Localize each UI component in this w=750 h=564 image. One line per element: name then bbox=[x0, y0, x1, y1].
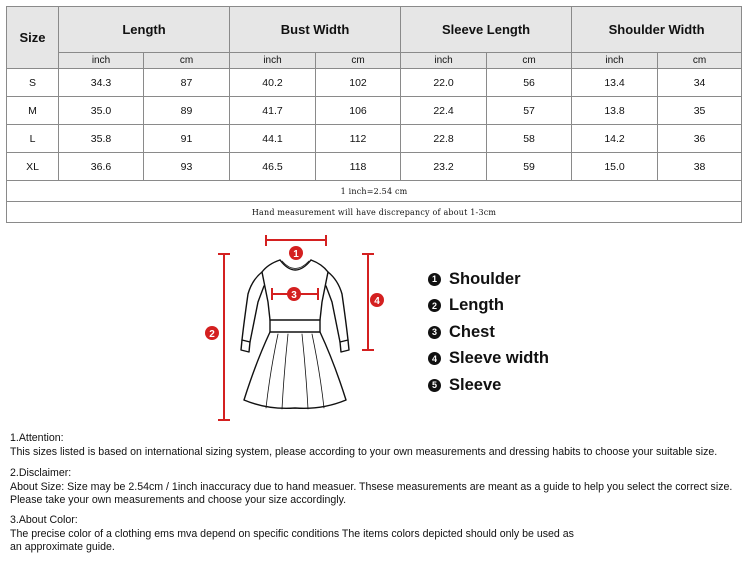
color-note bbox=[10, 514, 748, 555]
size-label: S bbox=[7, 69, 59, 97]
size-chart-table bbox=[6, 6, 742, 223]
legend-number-badge: 4 bbox=[428, 352, 441, 365]
table-row bbox=[7, 125, 742, 153]
table-cell: 34 bbox=[658, 69, 742, 97]
marker-3-label: 3 bbox=[291, 290, 297, 301]
table-cell: 15.0 bbox=[572, 153, 658, 181]
disclaimer-text-1: About Size: Size may be 2.54cm / 1inch inaccuracy due to hand measuer. Thsese measurements are meant as a guide to help you select the correct size. bbox=[10, 480, 733, 493]
disclaimer-text-2: Please take your own measurements and choose your size accordingly. bbox=[10, 494, 347, 507]
legend-label: Length bbox=[449, 296, 504, 315]
table-cell: 13.4 bbox=[572, 69, 658, 97]
attention-text: This sizes listed is based on international sizing system, please according to your own measurements and dressing habits to choose your suitable size. bbox=[10, 445, 718, 458]
unit-cell: inch bbox=[230, 53, 316, 69]
table-cell: 40.2 bbox=[230, 69, 316, 97]
marker-2-label: 2 bbox=[209, 329, 215, 340]
unit-cell: inch bbox=[572, 53, 658, 69]
notes-section bbox=[10, 432, 748, 563]
unit-cell: cm bbox=[144, 53, 230, 69]
color-title: 3.About Color: bbox=[10, 513, 78, 526]
legend-label: Shoulder bbox=[449, 269, 521, 288]
marker-4-label: 4 bbox=[374, 296, 380, 307]
marker-badges bbox=[205, 246, 384, 340]
header-bust-width: Bust Width bbox=[230, 7, 401, 53]
table-cell: 35 bbox=[658, 97, 742, 125]
table-cell: 22.4 bbox=[401, 97, 487, 125]
table-cell: 59 bbox=[487, 153, 572, 181]
table-cell: 56 bbox=[487, 69, 572, 97]
header-size: Size bbox=[7, 7, 59, 69]
marker-1-label: 1 bbox=[293, 249, 299, 260]
legend-item bbox=[428, 372, 549, 399]
header-sleeve-length: Sleeve Length bbox=[401, 7, 572, 53]
unit-cell: inch bbox=[401, 53, 487, 69]
table-cell: 118 bbox=[316, 153, 401, 181]
table-cell: 36.6 bbox=[59, 153, 144, 181]
table-cell: 57 bbox=[487, 97, 572, 125]
table-cell: 22.0 bbox=[401, 69, 487, 97]
table-cell: 13.8 bbox=[572, 97, 658, 125]
table-cell: 46.5 bbox=[230, 153, 316, 181]
table-row bbox=[7, 69, 742, 97]
table-cell: 106 bbox=[316, 97, 401, 125]
size-label: M bbox=[7, 97, 59, 125]
legend-item bbox=[428, 346, 549, 373]
dress-measurement-diagram bbox=[198, 232, 398, 428]
table-cell: 102 bbox=[316, 69, 401, 97]
table-cell: 89 bbox=[144, 97, 230, 125]
table-cell: 91 bbox=[144, 125, 230, 153]
header-length: Length bbox=[59, 7, 230, 53]
table-cell: 35.8 bbox=[59, 125, 144, 153]
legend-item bbox=[428, 319, 549, 346]
table-cell: 44.1 bbox=[230, 125, 316, 153]
table-cell: 22.8 bbox=[401, 125, 487, 153]
legend-label: Chest bbox=[449, 322, 495, 341]
legend-label: Sleeve bbox=[449, 375, 502, 394]
table-cell: 41.7 bbox=[230, 97, 316, 125]
unit-cell: cm bbox=[658, 53, 742, 69]
disclaimer-title: 2.Disclaimer: bbox=[10, 467, 72, 480]
color-text-2: an approximate guide. bbox=[10, 541, 115, 554]
discrepancy-note: Hand measurement will have discrepancy of about 1-3cm bbox=[7, 202, 742, 223]
unit-cell: cm bbox=[487, 53, 572, 69]
table-cell: 34.3 bbox=[59, 69, 144, 97]
table-cell: 112 bbox=[316, 125, 401, 153]
table-cell: 38 bbox=[658, 153, 742, 181]
conversion-note-row bbox=[7, 181, 742, 202]
legend-item bbox=[428, 293, 549, 320]
table-row bbox=[7, 153, 742, 181]
measurement-legend bbox=[428, 266, 549, 399]
table-row bbox=[7, 97, 742, 125]
table-cell: 58 bbox=[487, 125, 572, 153]
size-label: L bbox=[7, 125, 59, 153]
legend-number-badge: 3 bbox=[428, 326, 441, 339]
table-cell: 23.2 bbox=[401, 153, 487, 181]
legend-number-badge: 5 bbox=[428, 379, 441, 392]
size-label: XL bbox=[7, 153, 59, 181]
conversion-note: 1 inch=2.54 cm bbox=[7, 181, 742, 202]
header-shoulder-width: Shoulder Width bbox=[572, 7, 742, 53]
legend-item bbox=[428, 266, 549, 293]
legend-number-badge: 2 bbox=[428, 299, 441, 312]
measurement-markers bbox=[218, 235, 374, 420]
disclaimer-note bbox=[10, 467, 748, 508]
discrepancy-note-row bbox=[7, 202, 742, 223]
unit-row bbox=[7, 53, 742, 69]
legend-number-badge: 1 bbox=[428, 273, 441, 286]
dress-outline bbox=[241, 260, 349, 409]
attention-title: 1.Attention: bbox=[10, 432, 64, 444]
unit-cell: inch bbox=[59, 53, 144, 69]
color-text-1: The precise color of a clothing ems mva depend on specific conditions The items colors depicted should only be used as bbox=[10, 527, 574, 540]
table-cell: 36 bbox=[658, 125, 742, 153]
attention-note bbox=[10, 432, 748, 459]
unit-cell: cm bbox=[316, 53, 401, 69]
legend-label: Sleeve width bbox=[449, 349, 549, 368]
table-cell: 87 bbox=[144, 69, 230, 97]
table-cell: 93 bbox=[144, 153, 230, 181]
table-header-row bbox=[7, 7, 742, 53]
table-cell: 14.2 bbox=[572, 125, 658, 153]
table-cell: 35.0 bbox=[59, 97, 144, 125]
